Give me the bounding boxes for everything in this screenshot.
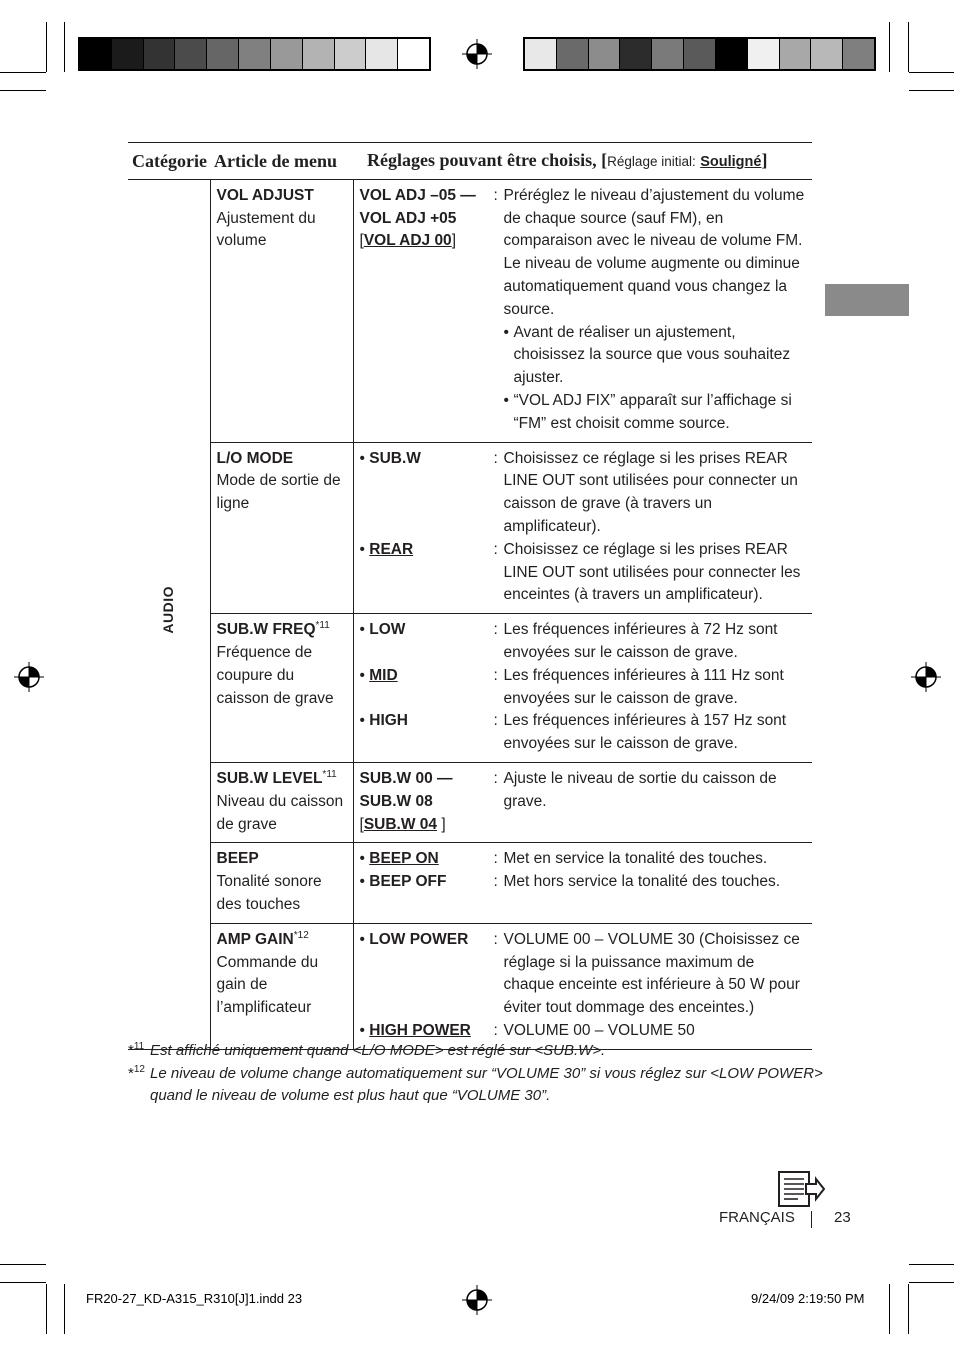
grayscale-swatch [716,39,748,69]
bullet: • [359,540,365,558]
table-header-row [128,143,812,180]
default-open: [ [359,232,364,250]
option-description: Les fréquences inférieures à 157 Hz sont envoyées sur le caisson de grave. [503,712,787,753]
table-row [128,843,812,923]
header-initial-close: ] [761,150,768,170]
grayscale-swatch [144,39,176,69]
item-cell-amp-gain [210,923,353,1049]
header-initial-open: [ [601,150,608,170]
header-settings [353,143,812,180]
grayscale-swatch [843,39,874,69]
header-category: Catégorie [128,143,210,180]
print-slug-date: 9/24/09 2:19:50 PM [751,1291,865,1306]
registration-mark-icon [14,662,44,692]
grayscale-swatch [525,39,557,69]
page-number: 23 [834,1209,851,1226]
footnote-11 [128,1040,828,1063]
grayscale-swatch [303,39,335,69]
item-cell-vol-adjust [210,179,353,442]
option-label: LOW [369,621,406,639]
note-bullet: Avant de réaliser un ajustement, choisissez la source que vous souhaitez ajuster. [513,323,791,387]
option-description: VOLUME 00 – VOLUME 30 (Choisissez ce réglage si la puissance maximum de chaque enceinte est inférieure à 50 W pour éviter tout dommage des enceintes.) [503,930,800,1017]
grayscale-swatch [398,39,429,69]
settings-cell [353,762,812,842]
header-initial-label: Réglage initial: [607,154,696,169]
grayscale-bar-left [78,37,431,71]
option-description: Choisissez ce réglage si les prises REAR LINE OUT sont utilisées pour connecter un caisson de grave (à travers un amplificateur). [503,449,798,535]
grayscale-swatch [112,39,144,69]
colon: : [493,712,498,730]
footnote-ref: *12 [293,929,309,941]
grayscale-bar-right [523,37,876,71]
footnote-mark: * [128,1064,134,1082]
grayscale-swatch [684,39,716,69]
crop-mark [0,1264,46,1265]
registration-mark-icon [462,1285,492,1315]
settings-cell [353,843,812,923]
table-row [128,442,812,614]
colon: : [493,540,498,558]
document-continued-icon [776,1170,826,1208]
item-cell-beep [210,843,353,923]
range-end: VOL ADJ +05 [359,209,457,227]
colon: : [493,186,498,204]
item-name: BEEP [216,850,259,868]
option-label: HIGH [369,712,408,730]
colon: : [493,769,498,787]
option-label: BEEP OFF [369,873,447,891]
grayscale-swatch [207,39,239,69]
footer-divider [811,1211,812,1228]
bullet: • [359,712,365,730]
category-cell [128,179,210,1049]
colon: : [493,850,498,868]
grayscale-swatch [589,39,621,69]
bullet: • [503,391,509,409]
item-name: SUB.W LEVEL [216,769,323,787]
bullet: • [359,449,365,467]
crop-mark [909,72,954,73]
grayscale-swatch [620,39,652,69]
default-value: SUB.W 04 [363,815,438,833]
table-row [128,614,812,763]
crop-mark [0,1282,46,1283]
option-description: Les fréquences inférieures à 72 Hz sont envoyées sur le caisson de grave. [503,621,778,661]
default-close: ] [451,232,456,250]
option-label-default: REAR [369,540,414,558]
item-description: Ajustement du volume [216,209,316,250]
bullet: • [359,873,365,891]
default-close: ] [437,815,446,833]
option-description: VOLUME 00 – VOLUME 50 [503,1021,695,1039]
crop-mark [908,1284,909,1334]
grayscale-swatch [652,39,684,69]
registration-mark-icon [462,39,492,69]
item-description: Commande du gain de l’amplificateur [216,953,319,1017]
header-menu-item: Article de menu [210,143,353,180]
crop-mark [0,72,46,73]
footnote-number: 11 [133,1041,145,1052]
colon: : [493,449,498,467]
header-settings-label: Réglages pouvant être choisis, [367,150,597,170]
item-name: VOL ADJUST [216,186,314,204]
footnote-12 [128,1063,828,1108]
settings-cell [353,442,812,614]
crop-mark [908,22,909,72]
option-description: Choisissez ce réglage si les prises REAR LINE OUT sont utilisées pour connecter les enceintes (à travers un amplificateur). [503,540,801,604]
crop-mark [889,1284,890,1334]
bullet: • [359,621,365,639]
category-label: AUDIO [160,586,177,634]
colon: : [493,1021,498,1039]
option-label-default: BEEP ON [369,850,439,868]
footnote-mark: * [128,1042,134,1059]
registration-mark-icon [911,662,941,692]
crop-mark [64,1284,65,1334]
option-description: Met en service la tonalité des touches. [503,850,768,868]
grayscale-swatch [748,39,780,69]
bullet: • [359,1021,365,1039]
setting-description: Préréglez le niveau d’ajustement du volume de chaque source (sauf FM), en comparaison avec le niveau de volume FM. Le niveau de volume augmente ou diminue automatiquement quand vous changez la source. [503,186,805,318]
option-label: SUB.W [369,449,421,467]
bullet: • [503,323,509,341]
grayscale-swatch [80,39,112,69]
item-cell-subw-level [210,762,353,842]
table-row [128,179,812,442]
crop-mark [64,22,65,72]
grayscale-swatch [366,39,398,69]
item-name: AMP GAIN [216,930,294,948]
crop-mark [46,22,47,72]
grayscale-swatch [271,39,303,69]
page-language: FRANÇAIS [719,1209,795,1226]
print-slug-file: FR20-27_KD-A315_R310[J]1.indd 23 [86,1291,303,1306]
grayscale-swatch [557,39,589,69]
colon: : [493,621,498,639]
bullet: • [359,666,365,684]
range-start: VOL ADJ –05 — [359,186,476,204]
range-start: SUB.W 00 — [359,769,453,787]
crop-mark [46,1284,47,1334]
crop-mark [909,1282,954,1283]
item-cell-subw-freq [210,614,353,763]
item-description: Mode de sortie de ligne [216,472,341,513]
bullet: • [359,930,365,948]
colon: : [493,873,498,891]
bullet: • [359,850,365,868]
item-name: L/O MODE [216,449,294,467]
item-cell-lo-mode [210,442,353,614]
menu-settings-table [128,142,812,1050]
item-description: Fréquence de coupure du caisson de grave [216,643,334,707]
option-label: LOW POWER [369,930,469,948]
table-row [128,762,812,842]
option-label-default: MID [369,666,398,684]
header-initial-underlined: Souligné [700,154,762,170]
crop-mark [909,1264,954,1265]
crop-mark [889,22,890,72]
default-value: VOL ADJ 00 [363,232,452,250]
default-open: [ [359,815,364,833]
footnote-text: Le niveau de volume change automatiquement sur “VOLUME 30” si vous réglez sur <LOW POWER> quand le niveau de volume est plus haut que “VOLUME 30”. [150,1064,823,1105]
note-bullet: “VOL ADJ FIX” apparaît sur l’affichage si “FM” est choisit comme source. [513,391,792,432]
setting-description: Ajuste le niveau de sortie du caisson de grave. [503,769,777,810]
range-end: SUB.W 08 [359,792,433,810]
footnote-ref: *11 [315,619,330,631]
item-description: Niveau du caisson de grave [216,792,344,833]
colon: : [493,930,498,948]
grayscale-swatch [239,39,271,69]
option-label-default: HIGH POWER [369,1021,471,1039]
settings-cell [353,179,812,442]
crop-mark [909,90,954,91]
grayscale-swatch [335,39,367,69]
footnote-text: Est affiché uniquement quand <L/O MODE> est réglé sur <SUB.W>. [150,1042,606,1059]
grayscale-swatch [811,39,843,69]
item-name: SUB.W FREQ [216,621,316,639]
crop-mark [0,90,46,91]
grayscale-swatch [780,39,812,69]
table-row [128,923,812,1049]
colon: : [493,666,498,684]
option-description: Met hors service la tonalité des touches. [503,873,781,891]
option-description: Les fréquences inférieures à 111 Hz sont envoyées sur le caisson de grave. [503,666,784,707]
settings-cell [353,614,812,763]
footnotes [128,1040,828,1108]
settings-cell [353,923,812,1049]
item-description: Tonalité sonore des touches [216,873,322,913]
footnote-number: 12 [133,1063,145,1075]
section-tab-marker [825,284,909,316]
grayscale-swatch [175,39,207,69]
footnote-ref: *11 [322,768,337,780]
